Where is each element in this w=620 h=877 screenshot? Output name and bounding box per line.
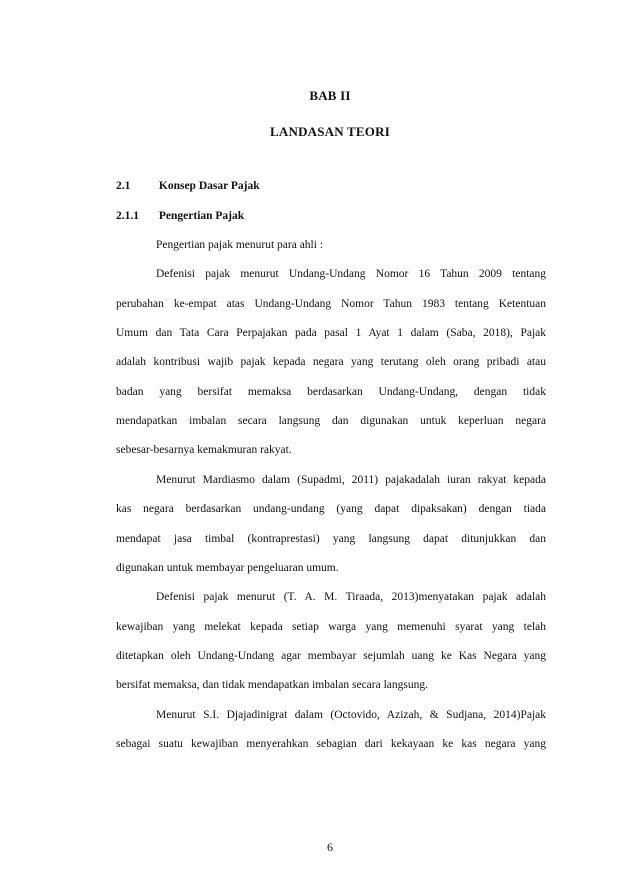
subsection-title: Pengertian Pajak xyxy=(158,210,245,222)
paragraph-line: perubahan ke-empat atas Undang-Undang Nomor Tahun 1983 tentang Ketentuan xyxy=(116,298,546,310)
paragraph-line: Defenisi pajak menurut (T. A. M. Tiraada, 2013)menyatakan pajak adalah xyxy=(156,591,546,603)
paragraph-line: Umum dan Tata Cara Perpajakan pada pasal 1 Ayat 1 dalam (Saba, 2018), Pajak xyxy=(116,327,546,339)
paragraph-line: ditetapkan oleh Undang-Undang agar membayar sejumlah uang ke Kas Negara yang xyxy=(116,650,546,662)
chapter-title: LANDASAN TEORI xyxy=(270,124,390,139)
paragraph-line: kas negara berdasarkan undang-undang (yang dapat dipaksakan) dengan tiada xyxy=(116,503,546,515)
paragraph-line: bersifat memaksa, dan tidak mendapatkan imbalan secara langsung. xyxy=(116,679,428,691)
paragraph-line: Defenisi pajak menurut Undang-Undang Nomor 16 Tahun 2009 tentang xyxy=(156,268,546,280)
paragraph-line: digunakan untuk membayar pengeluaran umum. xyxy=(116,562,339,574)
subsection-number: 2.1.1 xyxy=(116,210,139,222)
chapter-heading: BAB II xyxy=(309,88,351,103)
paragraph-line: sebesar-besarnya kemakmuran rakyat. xyxy=(116,444,292,456)
paragraph-line: Menurut Mardiasmo dalam (Supadmi, 2011) pajakadalah iuran rakyat kepada xyxy=(156,474,546,486)
paragraph-line: badan yang bersifat memaksa berdasarkan Undang-Undang, dengan tidak xyxy=(116,386,546,398)
section-title: Konsep Dasar Pajak xyxy=(158,180,260,192)
paragraph-line: kewajiban yang melekat kepada setiap warga yang memenuhi syarat yang telah xyxy=(116,621,546,633)
intro-text: Pengertian pajak menurut para ahli : xyxy=(156,239,324,251)
paragraph-line: sebagai suatu kewajiban menyerahkan sebagian dari kekayaan ke kas negara yang xyxy=(116,738,546,750)
page-number: 6 xyxy=(327,840,333,854)
paragraph-line: Menurut S.I. Djajadinigrat dalam (Octovido, Azizah, & Sudjana, 2014)Pajak xyxy=(156,709,546,721)
subsection-heading xyxy=(116,210,244,222)
section-heading xyxy=(116,180,260,192)
paragraph-line: adalah kontribusi wajib pajak kepada negara yang terutang oleh orang pribadi atau xyxy=(116,356,546,368)
paragraph-line: mendapatkan imbalan secara langsung dan digunakan untuk keperluan negara xyxy=(116,415,546,427)
paragraph-line: mendapat jasa timbal (kontraprestasi) yang langsung dapat ditunjukkan dan xyxy=(116,533,546,545)
section-number: 2.1 xyxy=(116,180,131,192)
